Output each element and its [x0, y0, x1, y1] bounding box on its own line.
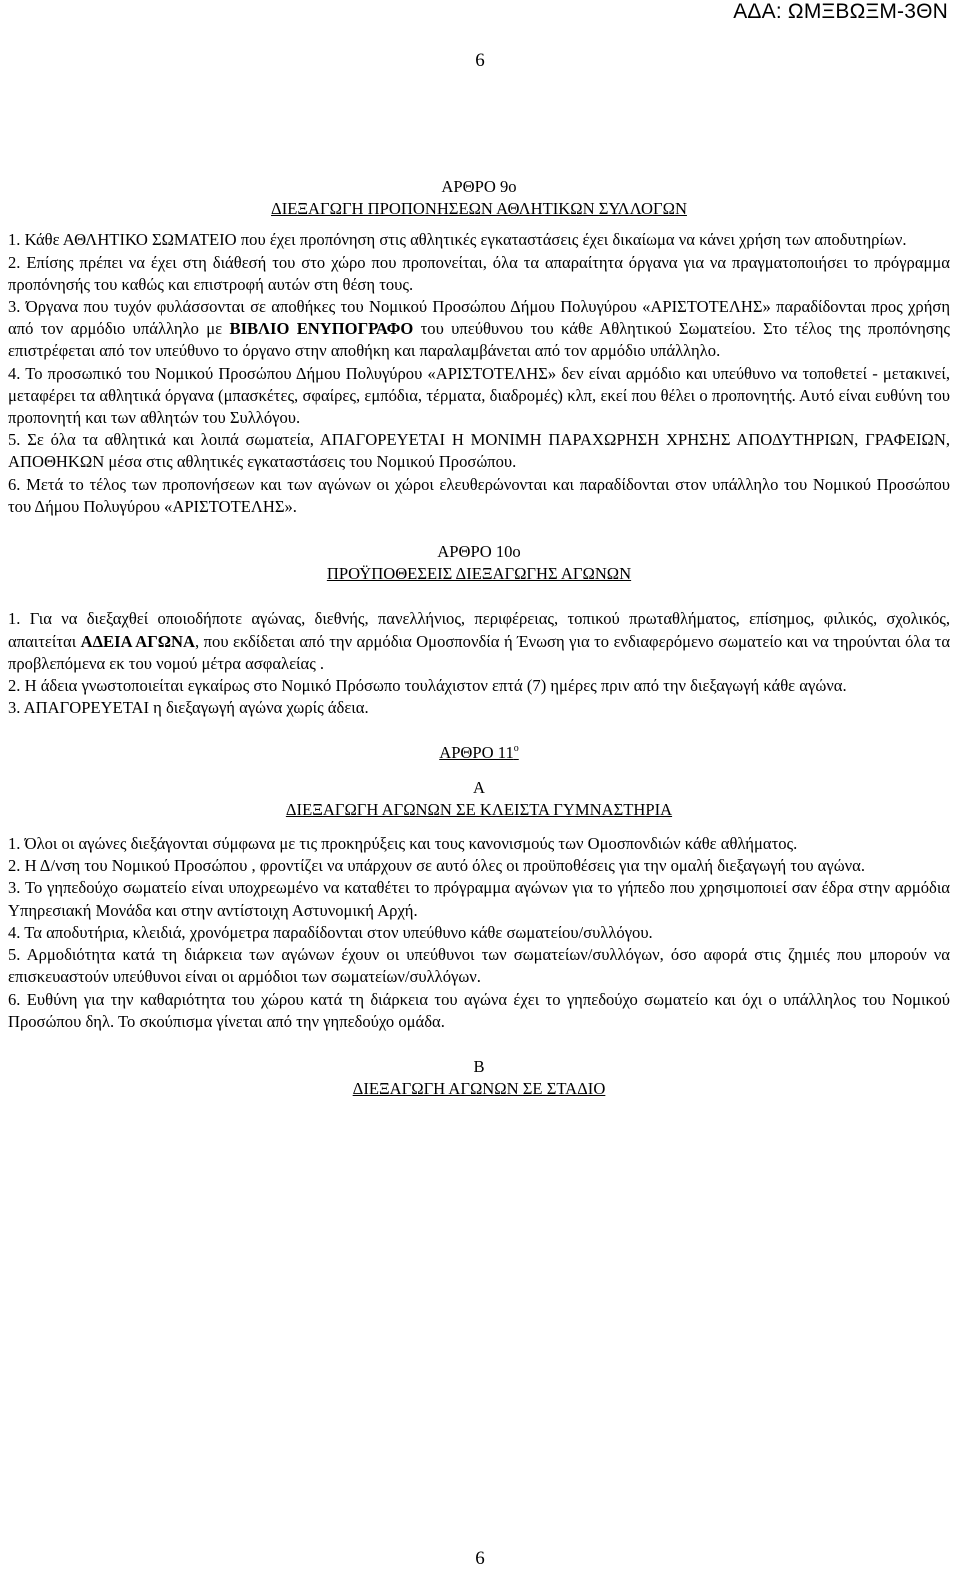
article-9-p3-text-a: 3. Όργανα που τυχόν φυλάσσονται σε αποθήκες του Νομικού Προσώπου Δήμου Πολυγύρου «ΑΡΙΣΤΟΤΕΛΗΣ» παραδίδονται προς χρήση από τον αρμόδιο υπάλληλο με	[8, 297, 950, 339]
article-11-paragraph-2: 2. Η Δ/νση του Νομικού Προσώπου , φροντίζει να υπάρχουν σε αυτό όλες οι προϋποθέσεις για την ομαλή διεξαγωγή του αγώνα.	[8, 856, 865, 876]
article-9-p3-text-b: του υπεύθυνου του κάθε Αθλητικού Σωματείου. Στο τέλος της προπόνησης επιστρέφεται από τον υπεύθυνο το όργανο στην αποθήκη και παραλαμβάνεται από τον αρμόδιο υπάλληλο.	[8, 319, 950, 361]
article-10-subtitle: ΠΡΟΫΠΟΘΕΣΕΙΣ ΔΙΕΞΑΓΩΓΗΣ ΑΓΩΝΩΝ	[326, 564, 632, 584]
section-b-letter: Β	[473, 1056, 485, 1076]
article-9-paragraph-3	[8, 296, 950, 363]
section-a-title: ΔΙΕΞΑΓΩΓΗ ΑΓΩΝΩΝ ΣΕ ΚΛΕΙΣΤΑ ΓΥΜΝΑΣΤΗΡΙΑ	[285, 799, 673, 819]
article-9-paragraph-1: 1. Κάθε ΑΘΛΗΤΙΚΟ ΣΩΜΑΤΕΙΟ που έχει προπόνηση στις αθλητικές εγκαταστάσεις έχει δικαίωμα να κάνει χρήση των αποδυτηρίων.	[8, 230, 907, 250]
article-10-p1-text-b: , που εκδίδεται από την αρμόδια Ομοσπονδία ή Ένωση για το ενδιαφερόμενο σωματείο και να τηρούνται όλα τα προβλεπόμενα εκ του νομού μέτρα ασφαλείας .	[8, 631, 951, 673]
ada-code: ΑΔΑ: ΩΜΞΒΩΞΜ-3ΘΝ	[733, 0, 948, 23]
article-10-title: ΑΡΘΡΟ 10ο	[437, 542, 521, 562]
article-9-title: ΑΡΘΡΟ 9ο	[441, 177, 517, 196]
article-10-paragraph-2: 2. Η άδεια γνωστοποιείται εγκαίρως στο Νομικό Πρόσωπο τουλάχιστον επτά (7) ημέρες πριν από την διεξαγωγή κάθε αγώνα.	[8, 676, 847, 696]
article-9-paragraph-2: 2. Επίσης πρέπει να έχει στη διάθεσή του στο χώρο που προπονείται, όλα τα απαραίτητα όργανα για να πραγματοποιήσει το πρόγραμμα προπόνησής του καθώς και επιστροφή αυτών στη θέση τους.	[8, 252, 950, 294]
page-number-top: 6	[475, 50, 485, 71]
article-11-paragraph-5: 5. Αρμοδιότητα κατά τη διάρκεια των αγώνων έχουν οι υπεύθυνοι των σωματείων/συλλόγων, όσο αφορά στις ζημιές που μπορούν να επισκευαστούν υπεύθυνοι είναι οι αρμόδιοι των σωματείων/συλλόγων.	[8, 945, 950, 987]
article-9-p3-bold: ΒΙΒΛΙΟ ΕΝΥΠΟΓΡΑΦΟ	[229, 319, 414, 339]
article-9-paragraph-4: 4. Το προσωπικό του Νομικού Προσώπου Δήμου Πολυγύρου «ΑΡΙΣΤΟΤΕΛΗΣ» δεν είναι αρμόδιο και υπεύθυνο να τοποθετεί - μετακινεί, μεταφέρει τα αθλητικά όργανα (μπασκέτες, σφαίρες, εμπόδια, τέρματα, διαδρομές) κλπ, εκεί που θέλει ο προπονητής. Αυτό είναι ευθύνη του προπονητή και των αθλητών του Συλλόγου.	[8, 363, 950, 428]
article-11-paragraph-1: 1. Όλοι οι αγώνες διεξάγονται σύμφωνα με τις προκηρύξεις και τους κανονισμούς των Ομοσπονδιών κάθε αθλήματος.	[8, 834, 798, 854]
article-10-p1-text-a: 1. Για να διεξαχθεί οποιοδήποτε αγώνας, διεθνής, πανελλήνιος, περιφέρειας, τοπικού πρωταθλήματος, επίσημος, φιλικός, σχολικός, απαιτείται	[8, 609, 950, 651]
article-11-title	[8, 742, 950, 764]
article-11-title-text: ΑΡΘΡΟ 11	[439, 743, 514, 763]
article-11-paragraph-4: 4. Τα αποδυτήρια, κλειδιά, χρονόμετρα παραδίδονται στον υπεύθυνο κάθε σωματείου/συλλόγου.	[8, 922, 653, 942]
article-10-p1-bold: ΑΔΕΙΑ ΑΓΩΝΑ	[80, 631, 196, 651]
article-11-paragraph-6: 6. Ευθύνη για την καθαριότητα του χώρου κατά τη διάρκεια του αγώνα έχει το γηπεδούχο σωματείο και όχι ο υπάλληλος του Νομικού Προσώπου δηλ. Το σκούπισμα γίνεται από την γηπεδούχο ομάδα.	[8, 989, 950, 1031]
article-10-paragraph-3: 3. ΑΠΑΓΟΡΕΥΕΤΑΙ η διεξαγωγή αγώνα χωρίς άδεια.	[8, 698, 369, 718]
article-11-title-sup: ο	[513, 743, 519, 755]
section-a-letter: Α	[473, 777, 485, 797]
article-9-paragraph-5: 5. Σε όλα τα αθλητικά και λοιπά σωματεία, ΑΠΑΓΟΡΕΥΕΤΑΙ Η ΜΟΝΙΜΗ ΠΑΡΑΧΩΡΗΣΗ ΧΡΗΣΗΣ ΑΠΟΔΥΤΗΡΙΩΝ, ΓΡΑΦΕΙΩΝ, ΑΠΟΘΗΚΩΝ μέσα στις αθλητικές εγκαταστάσεις του Νομικού Προσώπου.	[8, 430, 950, 472]
section-b-title: ΔΙΕΞΑΓΩΓΗ ΑΓΩΝΩΝ ΣΕ ΣΤΑΔΙΟ	[352, 1079, 606, 1099]
article-9-subtitle: ΔΙΕΞΑΓΩΓΗ ΠΡΟΠΟΝΗΣΕΩΝ ΑΘΛΗΤΙΚΩΝ ΣΥΛΛΟΓΩΝ	[271, 199, 687, 219]
article-10-paragraph-1	[8, 608, 950, 675]
article-9-paragraph-6: 6. Μετά το τέλος των προπονήσεων και των αγώνων οι χώροι ελευθερώνονται και παραδίδονται στον υπάλληλο του Νομικού Προσώπου του Δήμου Πολυγύρου «ΑΡΙΣΤΟΤΕΛΗΣ».	[8, 474, 950, 516]
page-number-bottom: 6	[475, 1548, 485, 1569]
article-11-paragraph-3: 3. Το γηπεδούχο σωματείο είναι υποχρεωμένο να καταθέτει το πρόγραμμα αγώνων για το γήπεδο που χρησιμοποιεί σαν έδρα στην αρμόδια Υπηρεσιακή Μονάδα και στην αντίστοιχη Αστυνομική Αρχή.	[8, 878, 950, 920]
document-body	[0, 176, 960, 1100]
